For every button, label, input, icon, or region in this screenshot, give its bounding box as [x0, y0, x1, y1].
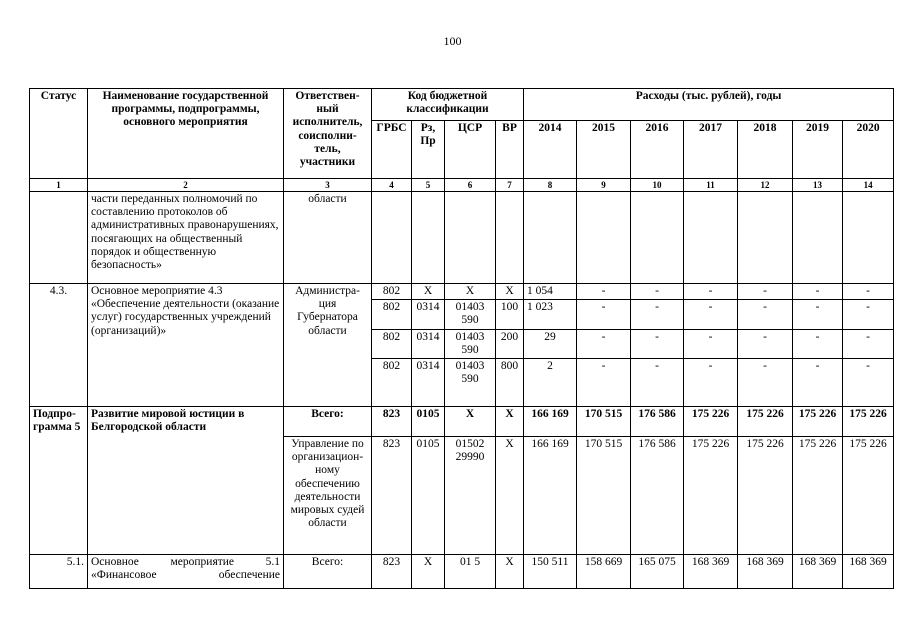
cell-csr: Х	[445, 284, 496, 300]
cell-vr: 200	[496, 329, 524, 358]
cell-csr: 01 5	[445, 555, 496, 589]
header-status: Статус	[30, 89, 88, 179]
cell-value: 168 369	[793, 555, 843, 589]
cell-grbs: 802	[372, 284, 412, 300]
page-number: 100	[443, 34, 462, 48]
header-year: 2018	[738, 121, 793, 179]
cell-grbs: 802	[372, 359, 412, 407]
cell-value: -	[738, 329, 793, 358]
header-grbs: ГРБС	[372, 121, 412, 179]
cell-value: 170 515	[577, 437, 631, 555]
cell-value: -	[793, 284, 843, 300]
cell-value: 175 226	[793, 437, 843, 555]
event-4-3-executor: Администра-ция Губернатора области	[284, 284, 372, 407]
header-budget-code: Код бюджетной классификации	[372, 89, 524, 121]
cell-value: -	[684, 300, 738, 329]
cell-value: -	[843, 284, 894, 300]
cell-csr: 01403 590	[445, 300, 496, 329]
cell-value: 176 586	[631, 407, 684, 437]
cell-value: 170 515	[577, 407, 631, 437]
cell-value: 175 226	[684, 407, 738, 437]
cell-grbs: 823	[372, 555, 412, 589]
cell-value: 158 669	[577, 555, 631, 589]
column-number: 1	[30, 179, 88, 192]
cell-rzpr: 0105	[412, 407, 445, 437]
cell-value: 176 586	[631, 437, 684, 555]
cell-vr: 800	[496, 359, 524, 407]
cell-value: 29	[524, 329, 577, 358]
cell-value: -	[631, 284, 684, 300]
continuation-name: части переданных полномочий по составлению протоколов об административных правонарушениях, посягающих на общественный порядок и общественную безопасность»	[88, 192, 284, 284]
cell-value: 166 169	[524, 437, 577, 555]
column-number-row	[30, 179, 894, 192]
column-number: 4	[372, 179, 412, 192]
header-year: 2015	[577, 121, 631, 179]
header-year: 2014	[524, 121, 577, 179]
cell-value: 175 226	[843, 407, 894, 437]
cell-value: -	[684, 284, 738, 300]
column-number: 14	[843, 179, 894, 192]
cell-grbs: 823	[372, 407, 412, 437]
header-year: 2017	[684, 121, 738, 179]
header-vr: ВР	[496, 121, 524, 179]
header-year: 2016	[631, 121, 684, 179]
column-number: 11	[684, 179, 738, 192]
cell-rzpr: Х	[412, 555, 445, 589]
cell-grbs: 802	[372, 329, 412, 358]
cell-value: -	[793, 359, 843, 407]
subprogram-5-status: Подпро-грамма 5	[30, 407, 88, 555]
cell-csr: 01403 590	[445, 329, 496, 358]
cell-value: -	[577, 284, 631, 300]
cell-rzpr: Х	[412, 284, 445, 300]
cell-value: -	[793, 300, 843, 329]
cell-value: 168 369	[684, 555, 738, 589]
column-number: 10	[631, 179, 684, 192]
table-row	[30, 407, 894, 437]
column-number: 5	[412, 179, 445, 192]
cell-value: -	[577, 300, 631, 329]
cell-value: -	[793, 329, 843, 358]
cell-rzpr: 0314	[412, 359, 445, 407]
cell-value: -	[843, 359, 894, 407]
cell-csr: Х	[445, 407, 496, 437]
cell-rzpr: 0314	[412, 329, 445, 358]
column-number: 3	[284, 179, 372, 192]
header-expenses: Расходы (тыс. рублей), годы	[524, 89, 894, 121]
cell-value: 166 169	[524, 407, 577, 437]
event-5-1-executor: Всего:	[284, 555, 372, 589]
cell-value: -	[843, 329, 894, 358]
cell-value: 175 226	[793, 407, 843, 437]
cell-value: -	[684, 359, 738, 407]
header-year: 2020	[843, 121, 894, 179]
cell-vr: 100	[496, 300, 524, 329]
column-number: 8	[524, 179, 577, 192]
event-5-1-status: 5.1.	[30, 555, 88, 589]
cell-grbs: 802	[372, 300, 412, 329]
column-number: 7	[496, 179, 524, 192]
budget-table	[29, 88, 894, 589]
cell-grbs: 823	[372, 437, 412, 555]
cell-value: 2	[524, 359, 577, 407]
cell-vr: Х	[496, 437, 524, 555]
header-year: 2019	[793, 121, 843, 179]
header-rzpr: Рз, Пр	[412, 121, 445, 179]
cell-value: 175 226	[684, 437, 738, 555]
column-number: 13	[793, 179, 843, 192]
cell-value: 150 511	[524, 555, 577, 589]
continuation-executor: области	[284, 192, 372, 284]
cell-value: 175 226	[738, 437, 793, 555]
cell-value: 1 054	[524, 284, 577, 300]
column-number: 2	[88, 179, 284, 192]
cell-vr: Х	[496, 284, 524, 300]
table-row	[30, 555, 894, 589]
event-4-3-status: 4.3.	[30, 284, 88, 407]
cell-value: 175 226	[738, 407, 793, 437]
subprogram-5-name: Развитие мировой юстиции в Белгородской области	[88, 407, 284, 555]
header-name: Наименование государственной программы, подпрограммы, основного мероприятия	[88, 89, 284, 179]
cell-value: -	[843, 300, 894, 329]
column-number: 6	[445, 179, 496, 192]
cell-value: -	[738, 300, 793, 329]
continuation-row	[30, 192, 894, 284]
cell-rzpr: 0105	[412, 437, 445, 555]
cell-value: -	[738, 359, 793, 407]
header-row-1	[30, 89, 894, 121]
cell-value: 168 369	[738, 555, 793, 589]
column-number: 9	[577, 179, 631, 192]
cell-value: -	[577, 329, 631, 358]
cell-value: -	[684, 329, 738, 358]
event-5-1-name: Основное мероприятие 5.1 «Финансовое обеспечение	[88, 555, 284, 589]
cell-value: 175 226	[843, 437, 894, 555]
cell-value: -	[631, 359, 684, 407]
cell-value: -	[631, 329, 684, 358]
cell-csr: 01502 29990	[445, 437, 496, 555]
cell-value: 1 023	[524, 300, 577, 329]
subprogram-5-department: Управление по организацион-ному обеспечению деятельности мировых судей области	[284, 437, 372, 555]
cell-value: 165 075	[631, 555, 684, 589]
cell-value: 168 369	[843, 555, 894, 589]
column-number: 12	[738, 179, 793, 192]
cell-value: -	[738, 284, 793, 300]
event-4-3-name: Основное мероприятие 4.3 «Обеспечение деятельности (оказание услуг) государственных учреждений (организаций)»	[88, 284, 284, 407]
cell-csr: 01403 590	[445, 359, 496, 407]
table-row	[30, 284, 894, 300]
subprogram-5-total-label: Всего:	[284, 407, 372, 437]
cell-vr: Х	[496, 555, 524, 589]
cell-value: -	[577, 359, 631, 407]
header-csr: ЦСР	[445, 121, 496, 179]
header-executor: Ответствен-ный исполнитель, соисполни-тель, участники	[284, 89, 372, 179]
cell-rzpr: 0314	[412, 300, 445, 329]
cell-value: -	[631, 300, 684, 329]
cell-vr: Х	[496, 407, 524, 437]
